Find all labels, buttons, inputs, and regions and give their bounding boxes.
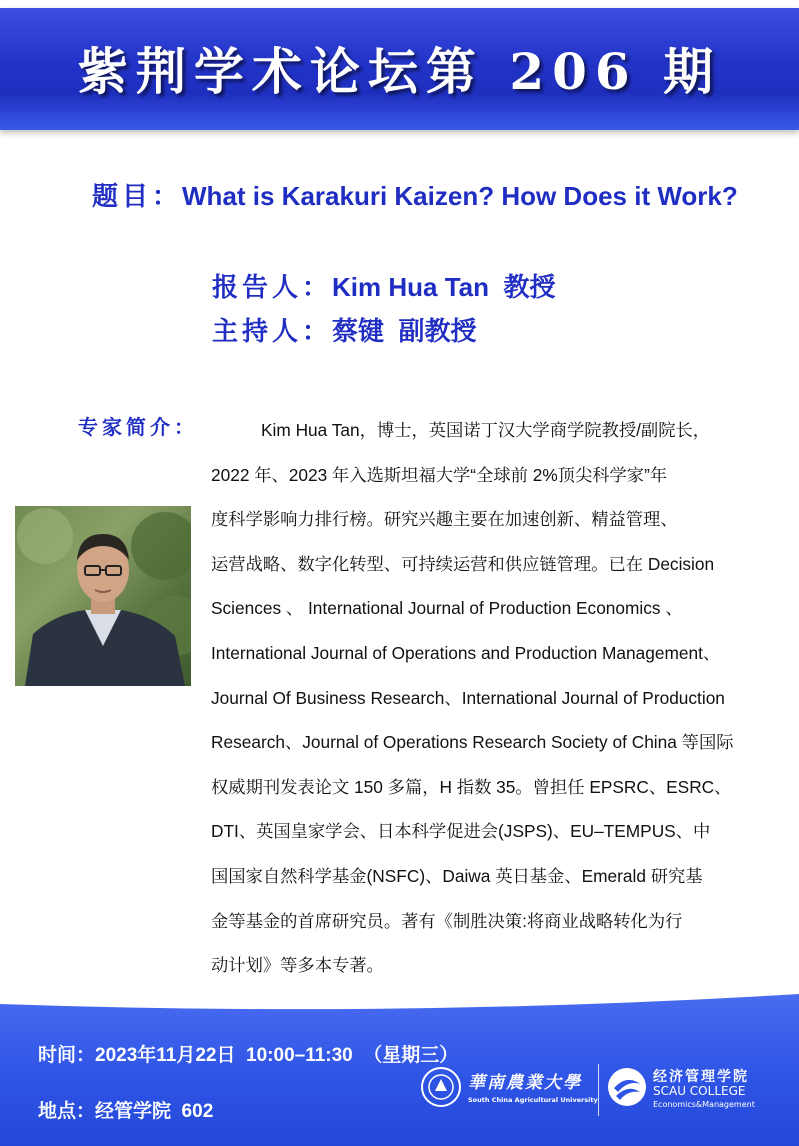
- speaker-line: [212, 267, 555, 304]
- bio-text: [211, 408, 759, 988]
- university-seal-icon: [420, 1066, 462, 1108]
- bio-line: Sciences 、 International Journal of Production Economics 、: [211, 598, 683, 619]
- bio-line: International Journal of Operations and Production Management、: [211, 642, 721, 663]
- bio-line: 权威期刊发表论文 150 多篇，H 指数 35。曾担任 EPSRC、ESRC、: [211, 776, 732, 797]
- logos-area: [420, 1060, 790, 1120]
- bio-line: 动计划》等多本专著。: [211, 955, 384, 976]
- topic-text: What is Karakuri Kaizen? How Does it Work?: [182, 181, 738, 211]
- host-name: 蔡键 副教授: [332, 316, 477, 346]
- college-name-cn: 经济管理学院: [653, 1069, 749, 1085]
- event-time: 时间：2023年11月22日 10:00–11:30 （星期三）: [38, 1045, 459, 1066]
- bio-line: 度科学影响力排行榜。研究兴趣主要在加速创新、精益管理、: [211, 509, 678, 530]
- host-label: 主持人：: [212, 316, 333, 346]
- bio-line: 运营战略、数字化转型、可持续运营和供应链管理。已在 Decision: [211, 553, 715, 574]
- bio-line: Journal Of Business Research、International Journal of Production: [211, 687, 725, 708]
- bio-line: Kim Hua Tan，博士，英国诺丁汉大学商学院教授/副院长，: [261, 420, 711, 440]
- topic-line: [92, 176, 738, 213]
- speaker-photo: [15, 506, 191, 686]
- bio-label: 专家简介：: [78, 415, 198, 439]
- speaker-name: Kim Hua Tan 教授: [332, 272, 556, 302]
- forum-title: 紫荆学术论坛第 206 期: [77, 42, 722, 101]
- university-name-en: South China Agricultural University: [468, 1096, 598, 1104]
- bio-line: 金等基金的首席研究员。著有《制胜决策:将商业战略转化为行: [211, 910, 683, 931]
- host-line: [212, 311, 476, 348]
- bio-line: DTI、英国皇家学会、日本科学促进会(JSPS)、EU–TEMPUS、中: [211, 821, 711, 842]
- bio-line: 2022 年、2023 年入选斯坦福大学“全球前 2%顶尖科学家”年: [211, 464, 668, 485]
- logo-divider: [598, 1064, 599, 1116]
- bio-line: 国国家自然科学基金(NSFC)、Daiwa 英日基金、Emerald 研究基: [211, 865, 703, 886]
- college-logo-icon: [606, 1066, 648, 1108]
- speaker-label: 报告人：: [212, 272, 333, 302]
- bio-line: Research、Journal of Operations Research Society of China 等国际: [211, 732, 734, 753]
- event-place: 地点：经管学院 602: [38, 1101, 214, 1122]
- university-name-cn: 華南農業大學: [468, 1073, 582, 1093]
- header-banner: [0, 8, 799, 130]
- topic-label: 题目：: [92, 181, 183, 211]
- footer-wave-decoration: [0, 990, 799, 1014]
- portrait-illustration: [15, 506, 191, 686]
- college-subtitle-en: Economics&Management: [653, 1100, 755, 1109]
- college-name-en: SCAU COLLEGE: [653, 1084, 746, 1098]
